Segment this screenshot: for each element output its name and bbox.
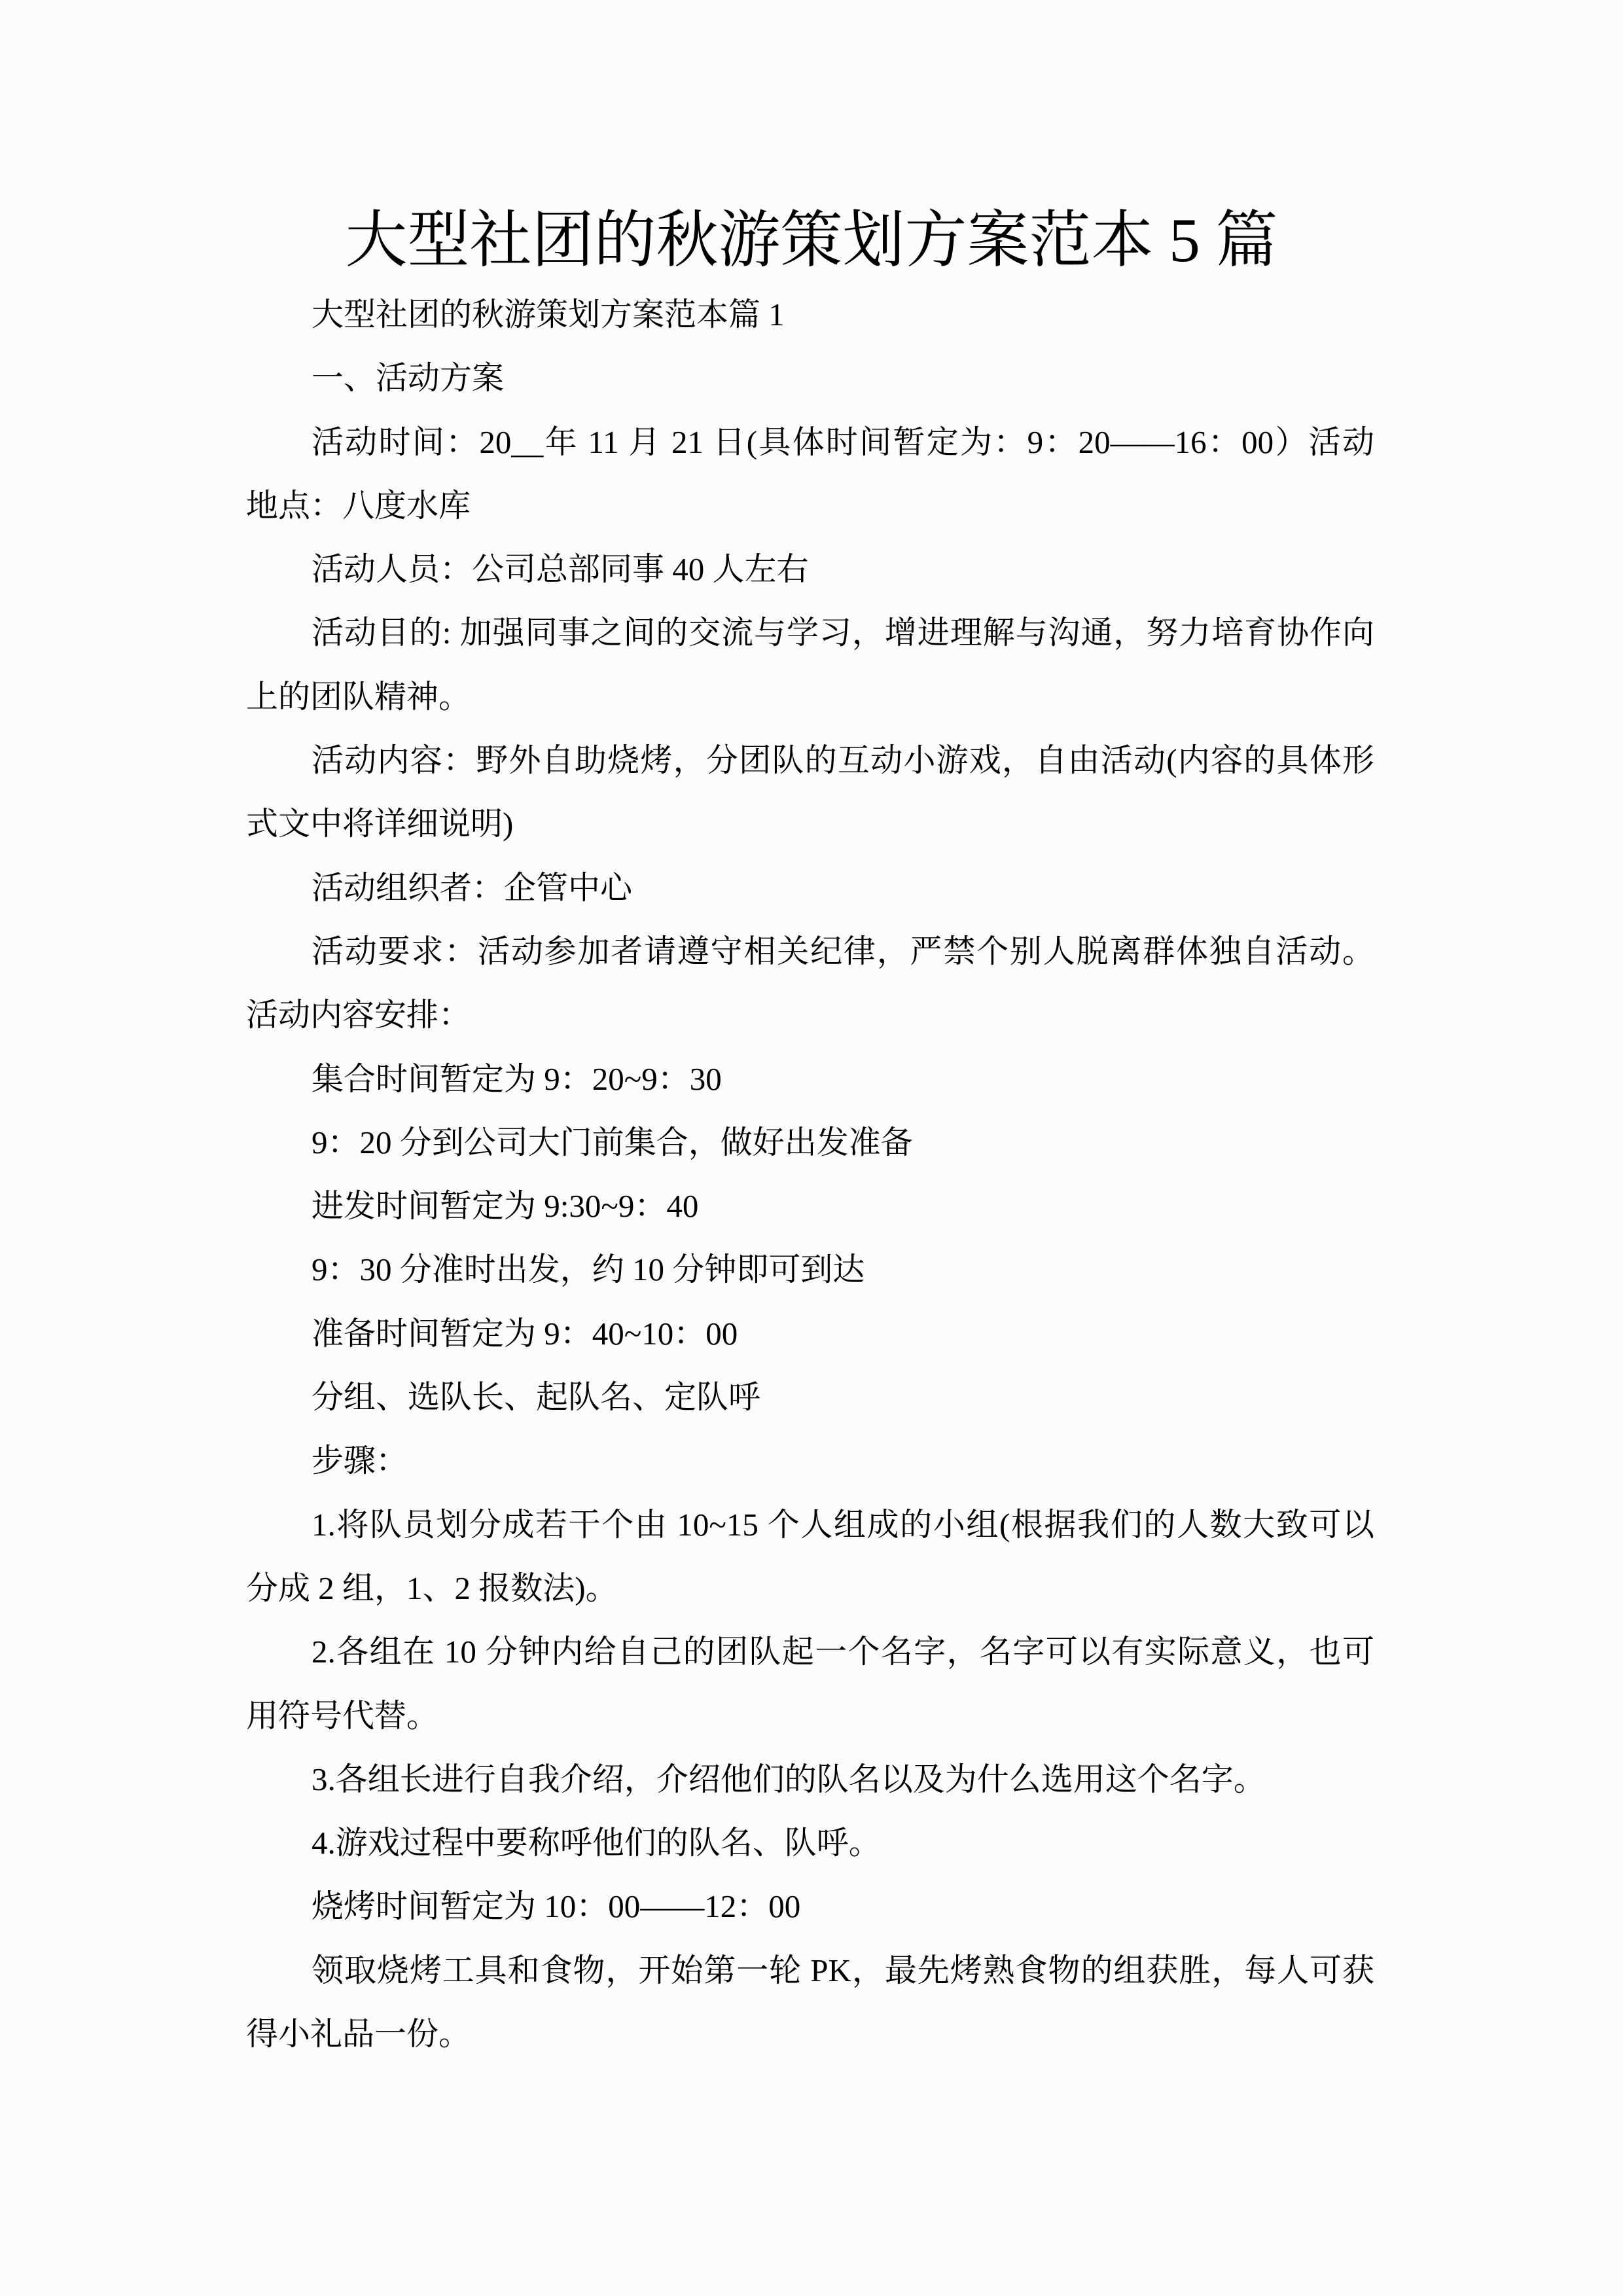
paragraph-line: 活动人员：公司总部同事 40 人左右 xyxy=(312,551,809,588)
document-title: 大型社团的秋游策划方案范本 5 篇 xyxy=(345,206,1278,275)
paragraph-line: 烧烤时间暂定为 10：00——12：00 xyxy=(312,1888,801,1925)
paragraph-line: 活动内容：野外自助烧烤，分团队的互动小游戏，自由活动(内容的具体形 xyxy=(312,742,1374,779)
paragraph-line: 活动要求：活动参加者请遵守相关纪律，严禁个别人脱离群体独自活动。 xyxy=(312,933,1374,969)
paragraph-line: 活动内容安排： xyxy=(246,997,471,1033)
paragraph-line: 集合时间暂定为 9：20~9：30 xyxy=(312,1060,722,1097)
list-item-line: 用符号代替。 xyxy=(246,1697,439,1734)
document-body xyxy=(246,283,1374,2066)
paragraph-line: 式文中将详细说明) xyxy=(246,806,514,842)
list-item-line: 分成 2 组，1、2 报数法)。 xyxy=(246,1570,618,1606)
paragraph-line: 进发时间暂定为 9:30~9：40 xyxy=(312,1188,699,1225)
paragraph-line: 上的团队精神。 xyxy=(246,678,471,715)
list-item-line: 2.各组在 10 分钟内给自己的团队起一个名字，名字可以有实际意义，也可 xyxy=(312,1634,1374,1670)
paragraph-line: 领取烧烤工具和食物，开始第一轮 PK，最先烤熟食物的组获胜，每人可获 xyxy=(312,1952,1374,1988)
paragraph-line: 活动时间：20__年 11 月 21 日(具体时间暂定为：9：20——16：00）活动 xyxy=(312,423,1374,460)
paragraph-line: 准备时间暂定为 9：40~10：00 xyxy=(312,1315,738,1352)
paragraph-line: 活动组织者：企管中心 xyxy=(312,869,633,906)
list-item-line: 4.游戏过程中要称呼他们的队名、队呼。 xyxy=(312,1825,881,1861)
paragraph-line: 地点：八度水库 xyxy=(246,487,471,524)
paragraph-line: 分组、选队长、起队名、定队呼 xyxy=(312,1379,761,1416)
section-subheading: 一、活动方案 xyxy=(312,360,505,397)
list-item-line: 1.将队员划分成若干个由 10~15 个人组成的小组(根据我们的人数大致可以 xyxy=(312,1506,1374,1543)
paragraph-line: 得小礼品一份。 xyxy=(246,2016,471,2053)
paragraph-line: 9：20 分到公司大门前集合，做好出发准备 xyxy=(312,1124,913,1160)
section-heading: 大型社团的秋游策划方案范本篇 1 xyxy=(312,296,785,332)
list-item-line: 3.各组长进行自我介绍，介绍他们的队名以及为什么选用这个名字。 xyxy=(312,1761,1266,1797)
paragraph-line: 活动目的: 加强同事之间的交流与学习，增进理解与沟通，努力培育协作向 xyxy=(312,615,1374,651)
paragraph-line: 步骤： xyxy=(312,1443,408,1479)
paragraph-line: 9：30 分准时出发，约 10 分钟即可到达 xyxy=(312,1251,865,1288)
